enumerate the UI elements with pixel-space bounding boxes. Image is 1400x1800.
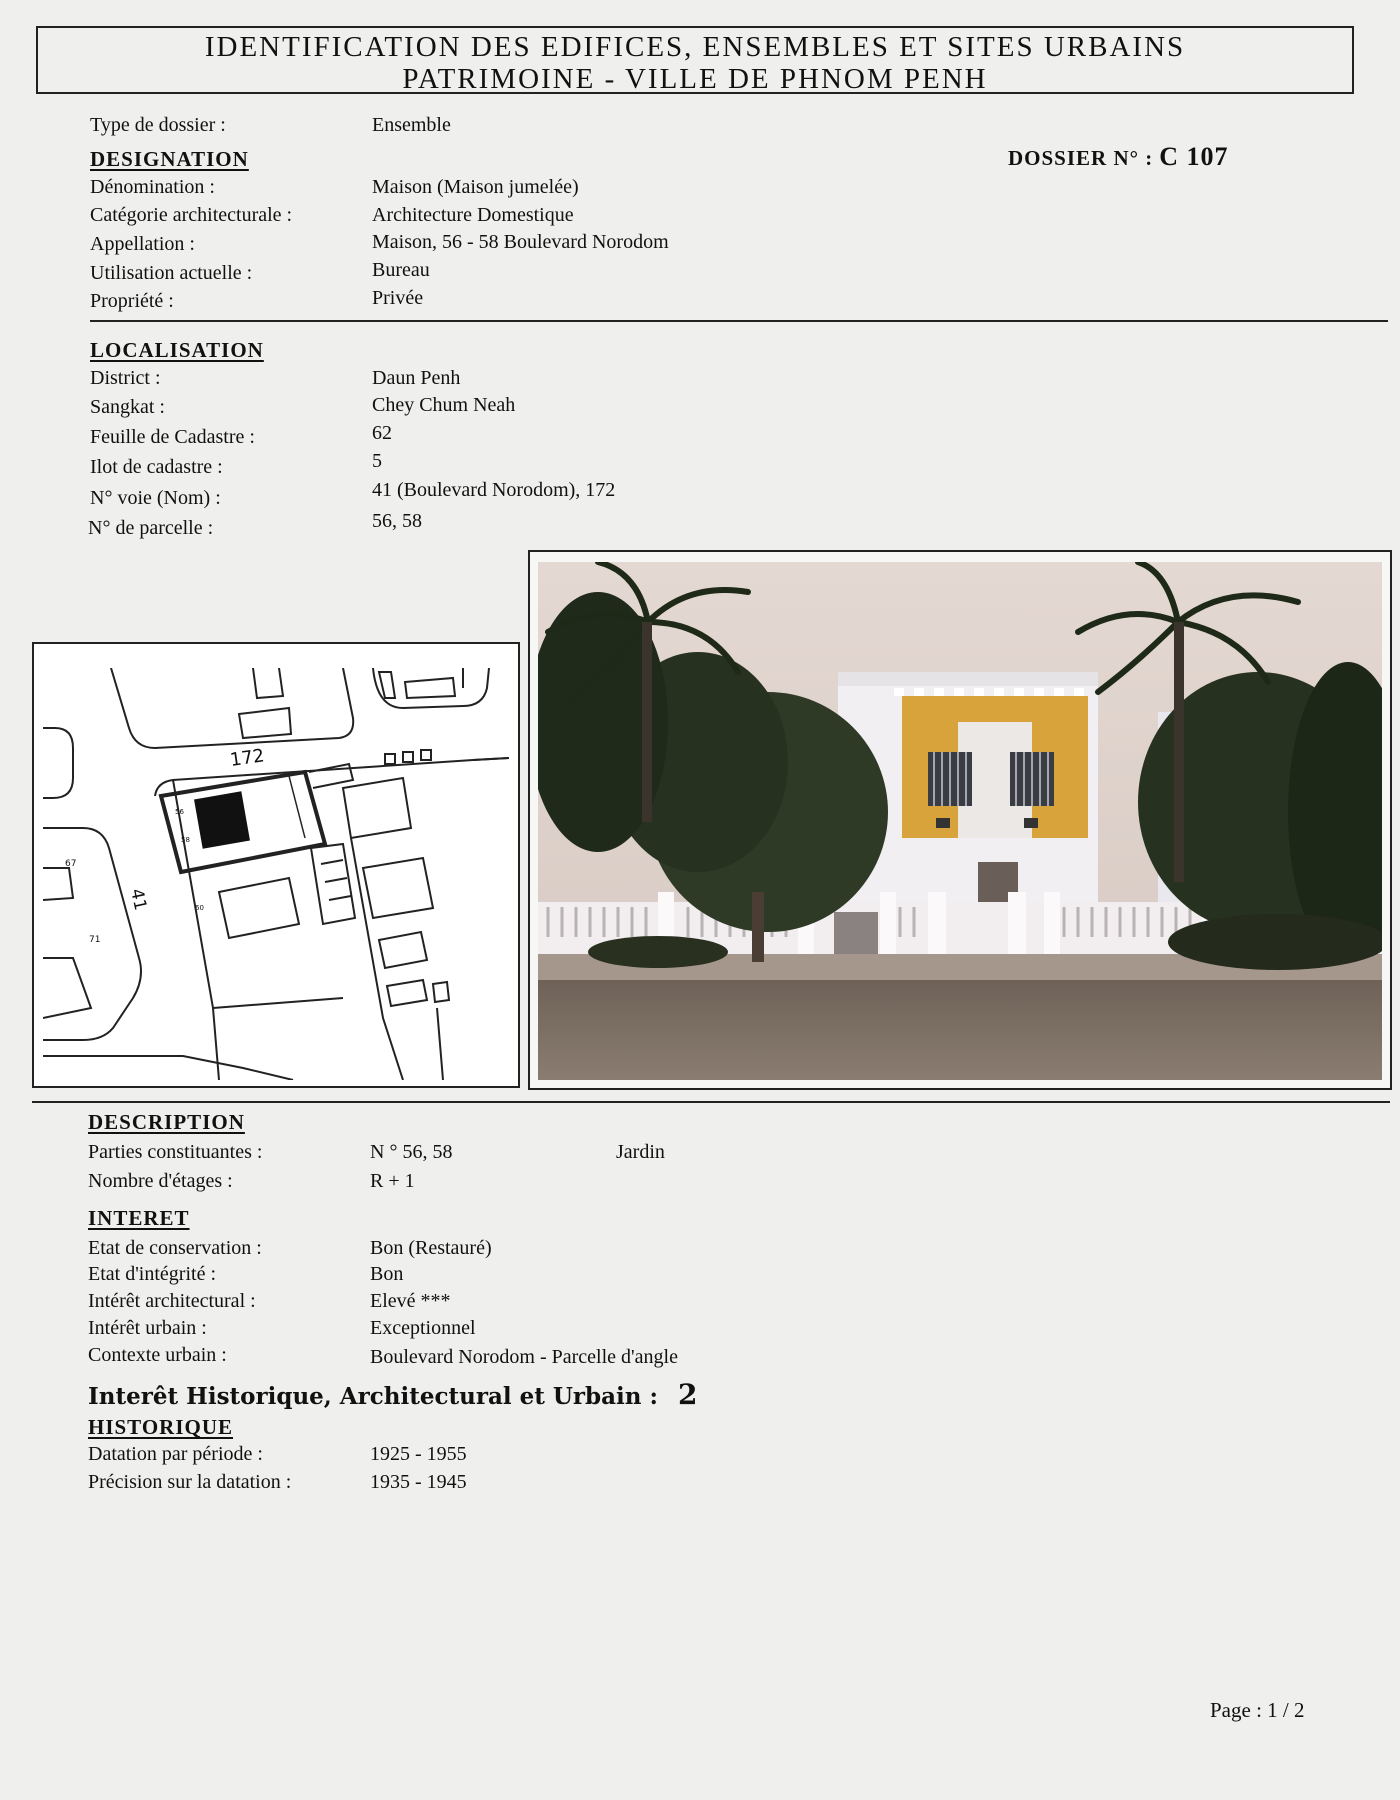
dossier-number xyxy=(1008,142,1229,172)
title-line-1: IDENTIFICATION DES EDIFICES, ENSEMBLES ET SITES URBAINS xyxy=(204,31,1186,63)
localisation-value-3: 5 xyxy=(372,450,382,472)
designation-value-4: Privée xyxy=(372,287,424,309)
divider-designation xyxy=(90,320,1388,322)
page-number: Page : 1 / 2 xyxy=(1210,1698,1305,1722)
cadastral-map xyxy=(43,668,509,1080)
map-street-172-label: 172 xyxy=(228,745,266,771)
description-label-0: Parties constituantes : xyxy=(88,1141,263,1163)
designation-value-0: Maison (Maison jumelée) xyxy=(372,176,579,198)
section-interet-title: INTERET xyxy=(88,1206,190,1230)
divider-photo xyxy=(32,1101,1390,1103)
interet-label-4: Contexte urbain : xyxy=(88,1344,227,1366)
designation-value-3: Bureau xyxy=(372,259,430,281)
historique-label-1: Précision sur la datation : xyxy=(88,1471,292,1493)
designation-value-2: Maison, 56 - 58 Boulevard Norodom xyxy=(372,231,669,253)
section-description-title: DESCRIPTION xyxy=(88,1110,245,1134)
type-dossier-value: Ensemble xyxy=(372,114,451,136)
section-historique-title: HISTORIQUE xyxy=(88,1415,233,1439)
designation-label-2: Appellation : xyxy=(90,233,195,255)
localisation-label-5: N° de parcelle : xyxy=(88,517,214,539)
type-dossier-label: Type de dossier : xyxy=(90,114,226,136)
building-photo xyxy=(538,562,1382,1080)
document-title-box xyxy=(36,26,1354,94)
map-parcel-58-label: 58 xyxy=(181,836,190,844)
interet-label-3: Intérêt urbain : xyxy=(88,1317,207,1339)
map-parcel-71-label: 71 xyxy=(89,935,101,945)
interet-value-1: Bon xyxy=(370,1263,404,1285)
description-value-0: N ° 56, 58 xyxy=(370,1141,453,1163)
section-designation-title: DESIGNATION xyxy=(90,147,249,171)
localisation-value-0: Daun Penh xyxy=(372,367,461,389)
localisation-label-1: Sangkat : xyxy=(90,396,165,418)
localisation-label-3: Ilot de cadastre : xyxy=(90,456,223,478)
localisation-value-5: 56, 58 xyxy=(372,510,422,532)
map-parcel-56-label: 56 xyxy=(175,808,184,816)
localisation-value-1: Chey Chum Neah xyxy=(372,394,516,416)
cadastral-map-frame xyxy=(32,642,520,1088)
localisation-label-2: Feuille de Cadastre : xyxy=(90,426,255,448)
building-photo-frame xyxy=(528,550,1392,1090)
designation-value-1: Architecture Domestique xyxy=(372,204,574,226)
historique-value-1: 1935 - 1945 xyxy=(370,1471,467,1493)
interet-value-4: Boulevard Norodom - Parcelle d'angle xyxy=(370,1346,678,1368)
map-parcel-60-label: 60 xyxy=(195,904,204,912)
localisation-label-0: District : xyxy=(90,367,161,389)
interet-value-3: Exceptionnel xyxy=(370,1317,476,1339)
localisation-value-4: 41 (Boulevard Norodom), 172 xyxy=(372,479,616,501)
historique-value-0: 1925 - 1955 xyxy=(370,1443,467,1465)
designation-label-3: Utilisation actuelle : xyxy=(90,262,253,284)
interet-summary-score: 2 xyxy=(678,1378,698,1411)
interet-label-2: Intérêt architectural : xyxy=(88,1290,256,1312)
designation-label-1: Catégorie architecturale : xyxy=(90,204,293,226)
section-localisation-title: LOCALISATION xyxy=(90,338,264,362)
interet-summary xyxy=(88,1378,697,1411)
map-street-41-label: 41 xyxy=(126,886,151,913)
map-parcel-67-label: 67 xyxy=(65,859,77,869)
interet-summary-label: Interêt Historique, Architectural et Urbain : xyxy=(88,1383,658,1410)
interet-label-0: Etat de conservation : xyxy=(88,1237,262,1259)
localisation-value-2: 62 xyxy=(372,422,392,444)
designation-label-4: Propriété : xyxy=(90,290,174,312)
dossier-label: DOSSIER N° : xyxy=(1008,146,1154,170)
description-extra-0: Jardin xyxy=(616,1141,665,1163)
historique-label-0: Datation par période : xyxy=(88,1443,263,1465)
designation-label-0: Dénomination : xyxy=(90,176,215,198)
description-value-1: R + 1 xyxy=(370,1170,415,1192)
dossier-code: C 107 xyxy=(1159,142,1229,171)
interet-label-1: Etat d'intégrité : xyxy=(88,1263,217,1285)
description-label-1: Nombre d'étages : xyxy=(88,1170,233,1192)
localisation-label-4: N° voie (Nom) : xyxy=(90,487,221,509)
title-line-2: PATRIMOINE - VILLE DE PHNOM PENH xyxy=(402,63,988,95)
interet-value-0: Bon (Restauré) xyxy=(370,1237,492,1259)
interet-value-2: Elevé *** xyxy=(370,1290,451,1312)
